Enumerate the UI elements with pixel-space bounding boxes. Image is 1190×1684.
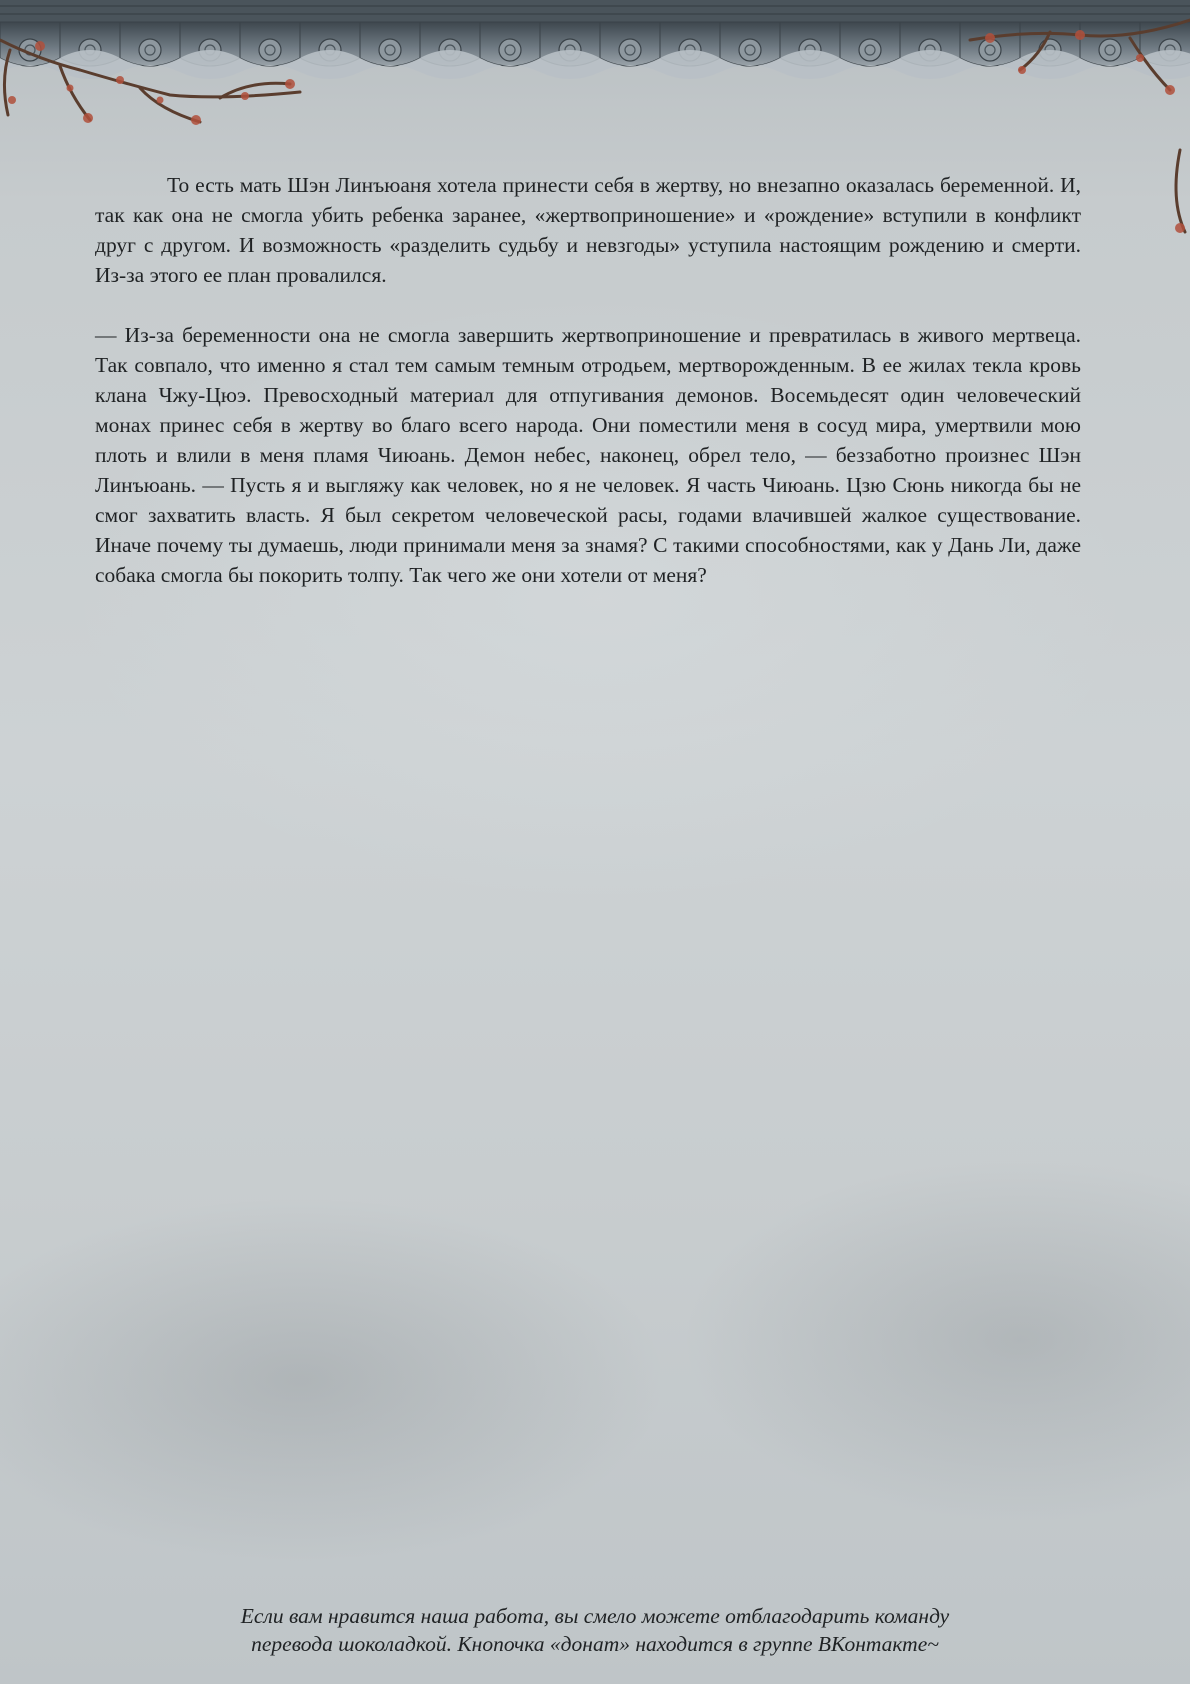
footer-note [120, 1602, 1070, 1658]
roof-tile-disc [499, 39, 521, 61]
paragraph: — Из-за беременности она не смогла завершить жертвоприношение и превратилась в живого мертвеца. Так совпало, что именно я стал тем самым темным отродьем, мертворожденным. В ее жилах текла кровь клана Чжу-Цюэ. Превосходный материал для отпугивания демонов. Восемьдесят один человеческий монах принес себя в жертву во благо всего народа. Они поместили меня в сосуд мира, умертвили мою плоть и влили в меня пламя Чиюань. Демон небес, наконец, обрел тело, — беззаботно произнес Шэн Линъюань. — Пусть я и выгляжу как человек, но я не человек. Я часть Чиюань. Цзю Сюнь никогда бы не смог захватить власть. Я был секретом человеческой расы, годами влачившей жалкое существование. Иначе почему ты думаешь, люди принимали меня за знамя? С такими способностями, как у Дань Ли, даже собака смогла бы покорить толпу. Так чего же они хотели от меня? [95, 323, 1081, 587]
footer-line: перевода шоколадкой. Кнопочка «донат» находится в группе ВКонтакте~ [251, 1632, 939, 1656]
paragraph: То есть мать Шэн Линъюаня хотела принести себя в жертву, но внезапно оказалась беременной. И, так как она не смогла убить ребенка заранее, «жертвоприношение» и «рождение» вступили в конфликт друг с другом. И возможность «разделить судьбу и невзгоды» уступила настоящим рождению и смерти. Из-за этого ее план провалился. [95, 173, 1081, 287]
roof-tile-disc [619, 39, 641, 61]
roof-tile-disc [379, 39, 401, 61]
footer-line: Если вам нравится наша работа, вы смело можете отблагодарить команду [240, 1604, 950, 1628]
main-text [95, 170, 1081, 590]
roof-tile-disc [739, 39, 761, 61]
roof-tile-disc [859, 39, 881, 61]
plum-branch-icon [0, 0, 320, 140]
